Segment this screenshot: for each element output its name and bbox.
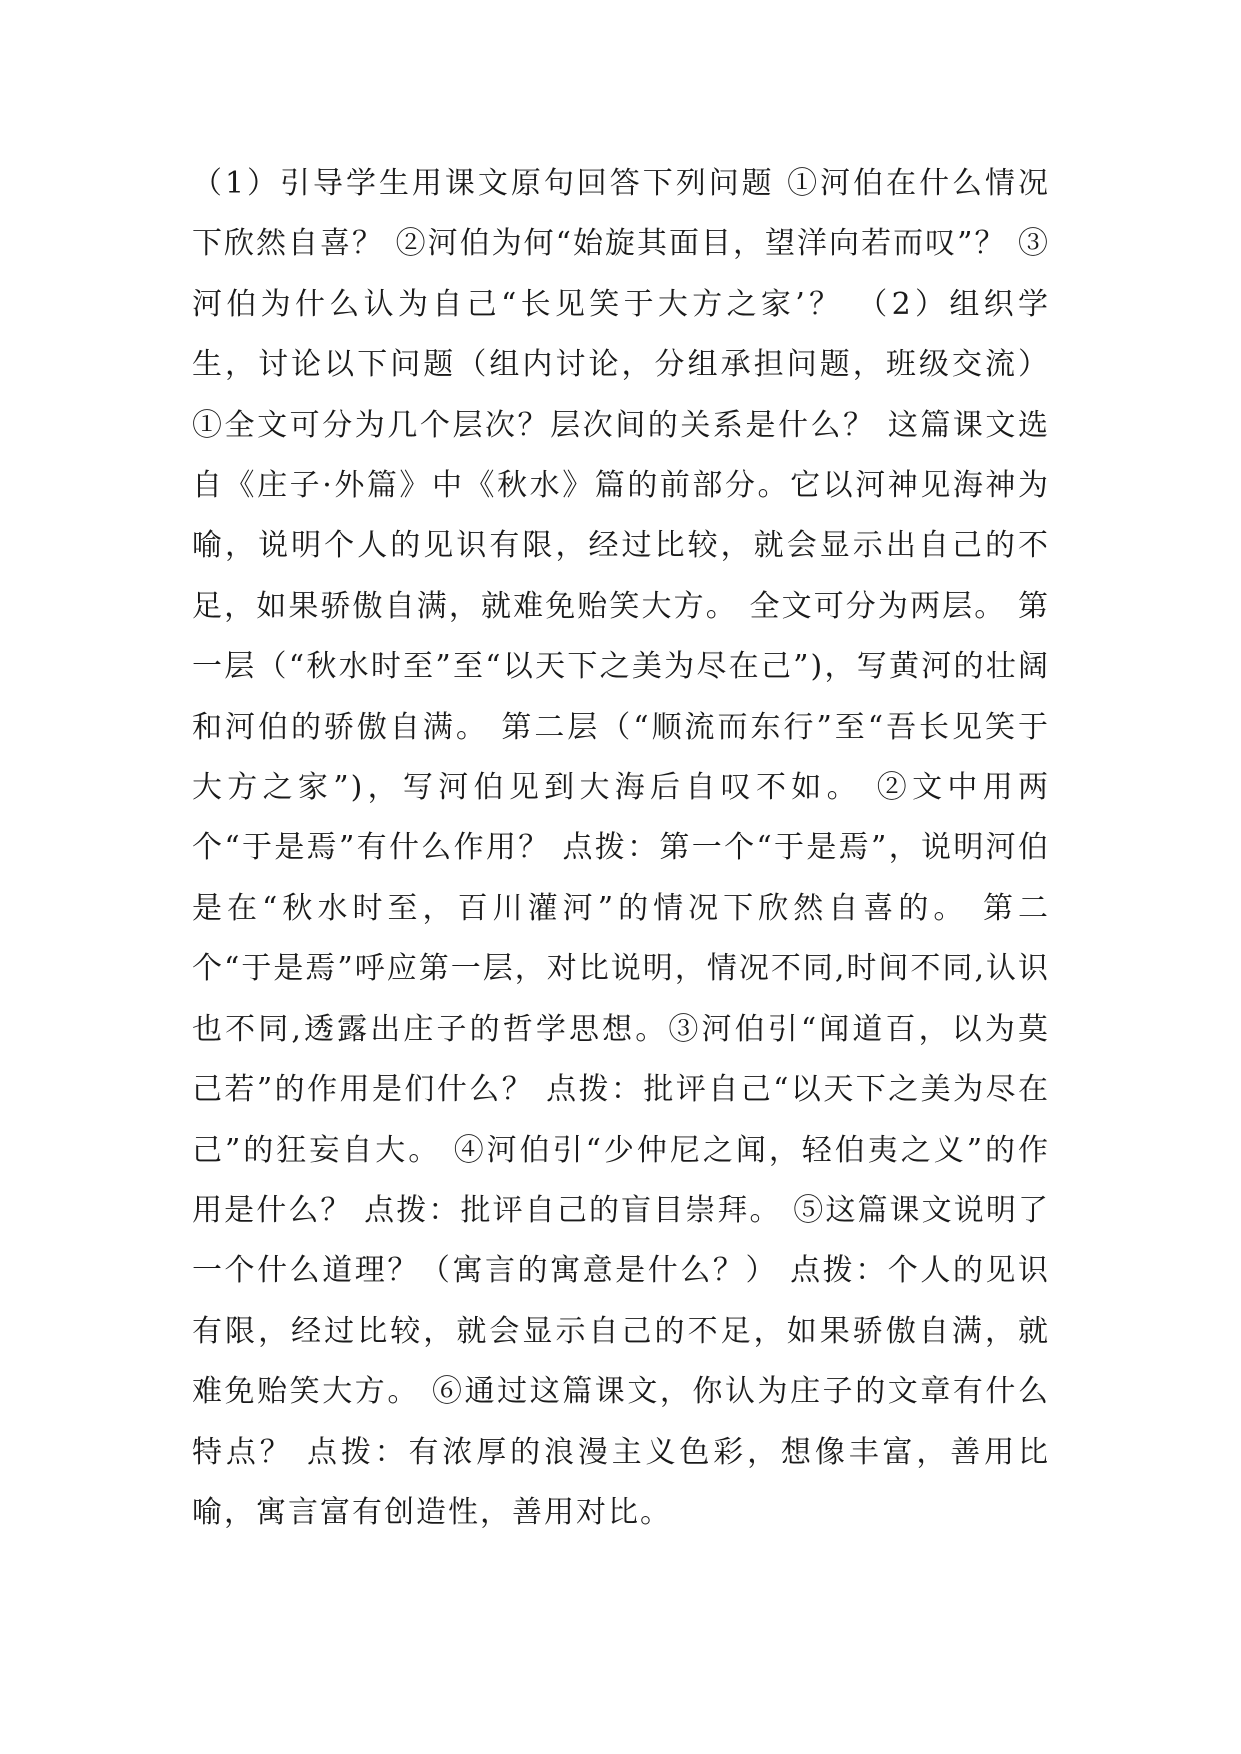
body-paragraph: （1）引导学生用课文原句回答下列问题 ①河伯在什么情况下欣然自喜？ ②河伯为何“始旋其面目，望洋向若而叹”？ ③河伯为什么认为自己“长见笑于大方之家’？ （2）组织学生，讨论以下问题（组内讨论，分组承担问题，班级交流） ①全文可分为几个层次？层次间的关系是什么？ 这篇课文选自《庄子·外篇》中《秋水》篇的前部分。它以河神见海神为喻，说明个人的见识有限，经过比较，就会显示出自己的不足，如果骄傲自满，就难免贻笑大方。 全文可分为两层。 第一层（“秋水时至”至“以天下之美为尽在己”)，写黄河的壮阔和河伯的骄傲自满。 第二层（“顺流而东行”至“吾长见笑于大方之家”)，写河伯见到大海后自叹不如。 ②文中用两个“于是焉”有什么作用？ 点拨：第一个“于是焉”，说明河伯是在“秋水时至，百川灌河”的情况下欣然自喜的。 第二个“于是焉”呼应第一层，对比说明，情况不同,时间不同,认识也不同,透露出庄子的哲学思想。③河伯引“闻道百，以为莫己若”的作用是们什么？ 点拨：批评自己“以天下之美为尽在己”的狂妄自大。 ④河伯引“少仲尼之闻，轻伯夷之义”的作用是什么？ 点拨：批评自己的盲目崇拜。 ⑤这篇课文说明了一个什么道理？（寓言的寓意是什么？） 点拨：个人的见识有限，经过比较，就会显示自己的不足，如果骄傲自满，就难免贻笑大方。 ⑥通过这篇课文，你认为庄子的文章有什么特点？ 点拨：有浓厚的浪漫主义色彩，想像丰富，善用比喻，寓言富有创造性，善用对比。 bbox=[192, 166, 1050, 1530]
